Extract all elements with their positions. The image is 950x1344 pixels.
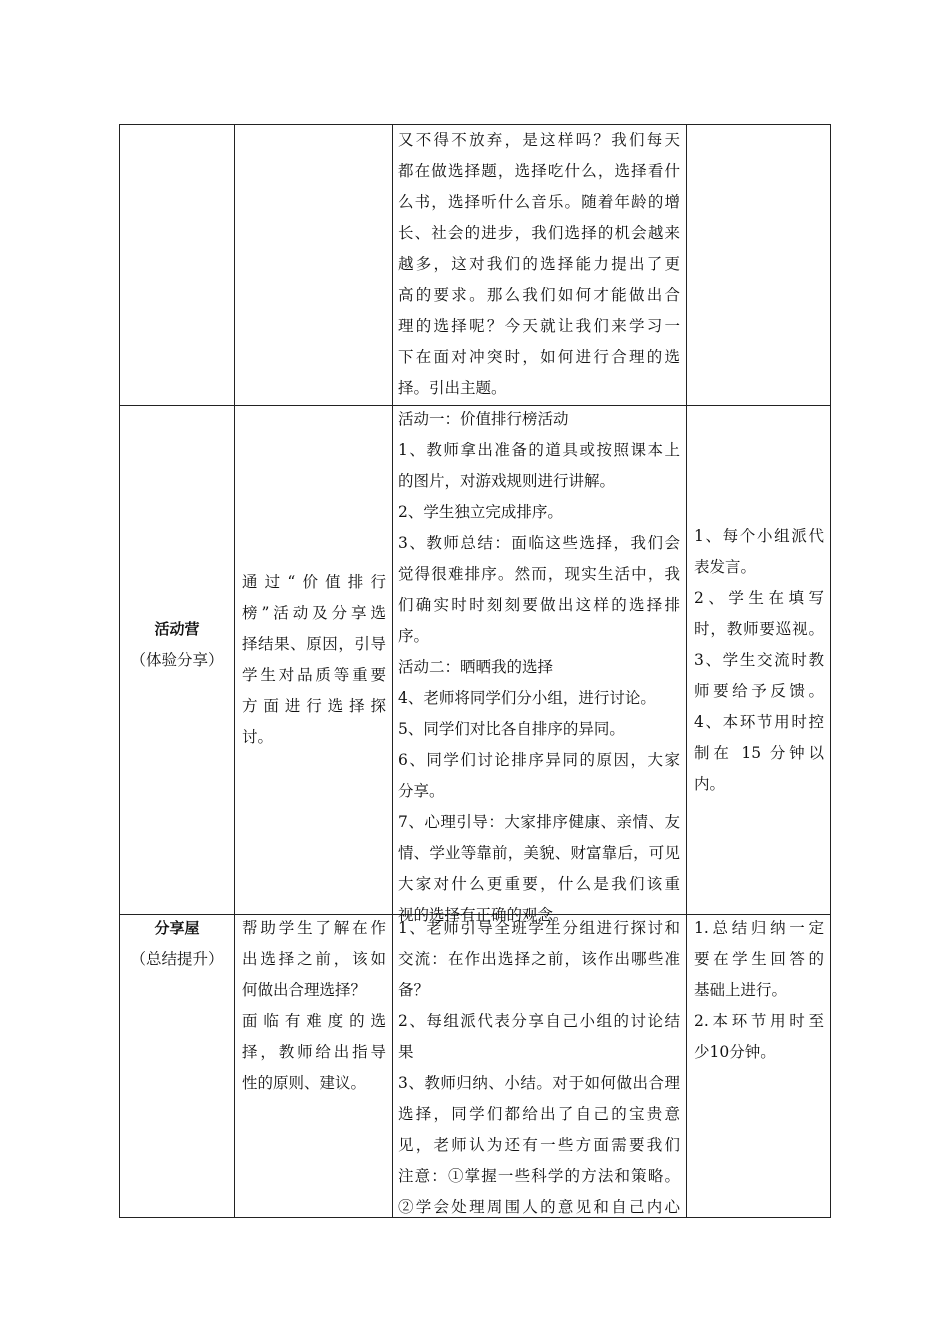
process-line: 都在做选择题，选择吃什么，选择看什 bbox=[398, 162, 680, 180]
purpose-line: 择，教师给出指导 bbox=[242, 1043, 386, 1061]
process-line: 序。 bbox=[398, 627, 430, 645]
note-line: 时，教师要巡视。 bbox=[694, 620, 824, 638]
process-line: 大家对什么更重要，什么是我们该重 bbox=[398, 875, 680, 893]
process-line: 5、同学们对比各自排序的异同。 bbox=[398, 720, 625, 738]
process-line: 的图片，对游戏规则进行讲解。 bbox=[398, 472, 616, 490]
process-line: 们确实时时刻刻要做出这样的选择排 bbox=[398, 596, 680, 614]
purpose-line: 出选择之前，该如 bbox=[242, 950, 386, 968]
purpose-line: 学生对品质等重要 bbox=[242, 666, 386, 684]
column-divider bbox=[392, 125, 393, 1217]
process-line: 越多，这对我们的选择能力提出了更 bbox=[398, 255, 680, 273]
purpose-line: 讨。 bbox=[242, 728, 274, 746]
process-line: 择。引出主题。 bbox=[398, 379, 507, 397]
note-line: 要在学生回答的 bbox=[694, 950, 824, 968]
process-line: 活动一：价值排行榜活动 bbox=[398, 410, 569, 428]
process-line: 交流：在作出选择之前，该作出哪些准 bbox=[398, 950, 680, 968]
process-line: 又不得不放弃，是这样吗？我们每天 bbox=[398, 131, 680, 149]
note-line: 制在 15 分钟以 bbox=[694, 744, 824, 762]
row1-purpose-cell bbox=[234, 125, 392, 405]
row2-purpose-cell bbox=[242, 567, 386, 753]
row1-process-cell bbox=[398, 125, 680, 404]
purpose-line: 择结果、原因，引导 bbox=[242, 635, 386, 653]
process-line: 视的选择有正确的观念。 bbox=[398, 906, 569, 924]
row3-stage-cell bbox=[120, 913, 234, 975]
purpose-line: 何做出合理选择？ bbox=[242, 981, 367, 999]
note-line: 1、每个小组派代 bbox=[694, 527, 824, 545]
row2-stage-cell bbox=[120, 614, 234, 676]
note-line: 4、本环节用时控 bbox=[694, 713, 824, 731]
process-line: 理的选择呢？今天就让我们来学习一 bbox=[398, 317, 680, 335]
purpose-line: 性的原则、建议。 bbox=[242, 1074, 367, 1092]
process-line: 4、老师将同学们分小组，进行讨论。 bbox=[398, 689, 656, 707]
note-line: 基础上进行。 bbox=[694, 981, 788, 999]
process-line: 注意：①掌握一些科学的方法和策略。 bbox=[398, 1167, 680, 1185]
purpose-line: 榜”活动及分享选 bbox=[242, 604, 386, 622]
row3-process-cell bbox=[398, 913, 680, 1223]
process-line: 活动二：晒晒我的选择 bbox=[398, 658, 554, 676]
stage-subtitle: （体验分享） bbox=[130, 651, 224, 669]
process-line: 2、学生独立完成排序。 bbox=[398, 503, 563, 521]
process-line: 7、心理引导：大家排序健康、亲情、友 bbox=[398, 813, 680, 831]
process-line: 见，老师认为还有一些方面需要我们 bbox=[398, 1136, 680, 1154]
note-line: 内。 bbox=[694, 775, 726, 793]
row2-notes-cell bbox=[694, 521, 824, 800]
note-line: 3、学生交流时教 bbox=[694, 651, 824, 669]
row3-purpose-cell bbox=[242, 913, 386, 1099]
note-line: 2.本环节用时至 bbox=[694, 1012, 824, 1030]
process-line: 选择，同学们都给出了自己的宝贵意 bbox=[398, 1105, 680, 1123]
stage-title: 分享屋 bbox=[154, 919, 200, 937]
note-line: 1.总结归纳一定 bbox=[694, 919, 824, 937]
row1-notes-cell bbox=[686, 125, 832, 405]
process-line: 下在面对冲突时，如何进行合理的选 bbox=[398, 348, 680, 366]
process-line: ②学会处理周围人的意见和自己内心 bbox=[398, 1198, 680, 1216]
process-line: 3、教师归纳、小结。对于如何做出合理 bbox=[398, 1074, 680, 1092]
process-line: 1、教师拿出准备的道具或按照课本上 bbox=[398, 441, 680, 459]
row3-notes-cell bbox=[694, 913, 824, 1068]
process-line: 高的要求。那么我们如何才能做出合 bbox=[398, 286, 680, 304]
row2-process-cell bbox=[398, 404, 680, 931]
lesson-plan-table bbox=[119, 124, 831, 1218]
purpose-line: 通过“价值排行 bbox=[242, 573, 386, 591]
process-line: 备？ bbox=[398, 981, 430, 999]
note-line: 表发言。 bbox=[694, 558, 757, 576]
process-line: 3、教师总结：面临这些选择，我们会 bbox=[398, 534, 680, 552]
process-line: 2、每组派代表分享自己小组的讨论结 bbox=[398, 1012, 680, 1030]
process-line: 1、老师引导全班学生分组进行探讨和 bbox=[398, 919, 680, 937]
stage-subtitle: （总结提升） bbox=[130, 950, 224, 968]
process-line: 长、社会的进步，我们选择的机会越来 bbox=[398, 224, 680, 242]
note-line: 师要给予反馈。 bbox=[694, 682, 824, 700]
process-line: 觉得很难排序。然而，现实生活中，我 bbox=[398, 565, 680, 583]
purpose-line: 帮助学生了解在作 bbox=[242, 919, 386, 937]
process-line: 6、同学们讨论排序异同的原因，大家 bbox=[398, 751, 680, 769]
note-line: 2、学生在填写 bbox=[694, 589, 824, 607]
process-line: 么书，选择听什么音乐。随着年龄的增 bbox=[398, 193, 680, 211]
process-line: 情、学业等靠前，美貌、财富靠后，可见 bbox=[398, 844, 680, 862]
process-line: 分享。 bbox=[398, 782, 445, 800]
stage-title: 活动营 bbox=[154, 620, 200, 638]
row1-stage-cell bbox=[120, 125, 234, 405]
purpose-line: 方面进行选择探 bbox=[242, 697, 386, 715]
note-line: 少10分钟。 bbox=[694, 1043, 776, 1061]
purpose-line: 面临有难度的选 bbox=[242, 1012, 386, 1030]
process-line: 果 bbox=[398, 1043, 414, 1061]
